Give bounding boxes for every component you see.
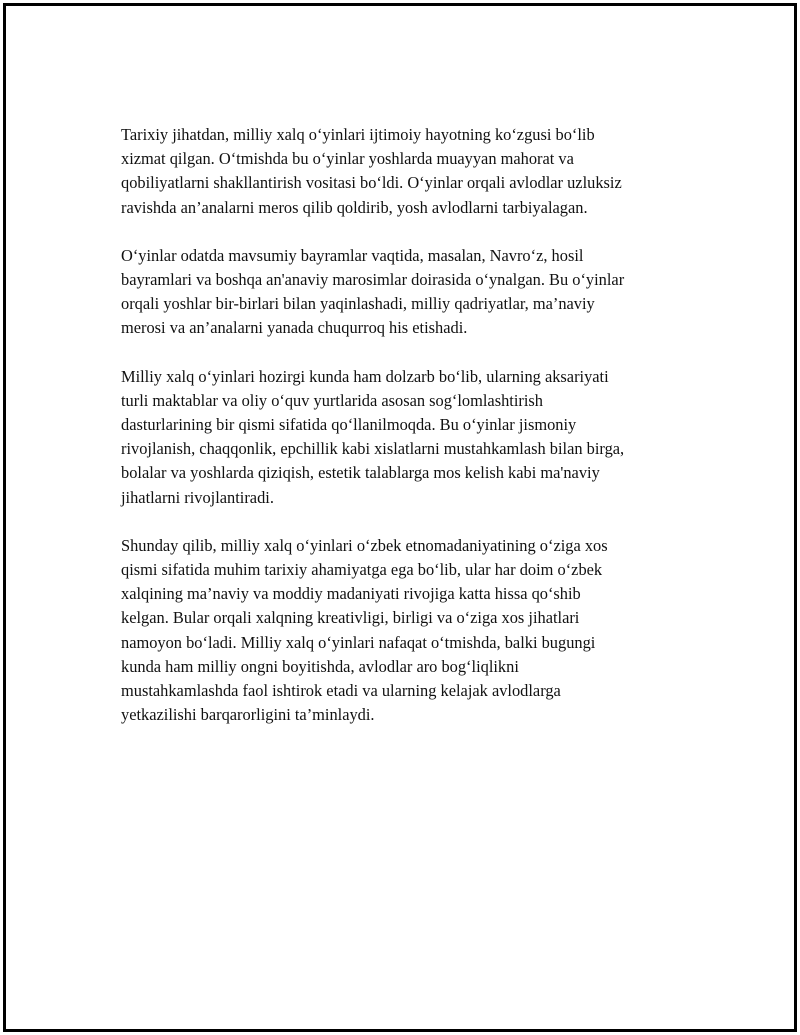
text-line: qobiliyatlarni shakllantirish vositasi bo‘ldi. O‘yinlar orqali avlodlar uzluksiz	[121, 173, 622, 193]
text-line: jihatlarni rivojlantiradi.	[121, 487, 274, 507]
paragraph-modern-relevance	[121, 365, 696, 510]
text-line: Shunday qilib, milliy xalq o‘yinlari o‘zbek etnomadaniyatining o‘ziga xos	[121, 535, 608, 555]
text-line: dasturlarining bir qismi sifatida qo‘llanilmoqda. Bu o‘yinlar jismoniy	[121, 415, 577, 435]
paragraph-history	[121, 123, 696, 220]
text-line: mustahkamlashda faol ishtirok etadi va ularning kelajak avlodlarga	[121, 681, 561, 701]
text-line: yetkazilishi barqarorligini ta’minlaydi.	[121, 705, 375, 725]
text-line: turli maktablar va oliy o‘quv yurtlarida asosan sog‘lomlashtirish	[121, 390, 543, 410]
text-line: O‘yinlar odatda mavsumiy bayramlar vaqtida, masalan, Navro‘z, hosil	[121, 245, 584, 265]
text-line: bolalar va yoshlarda qiziqish, estetik talablarga mos kelish kabi ma'naviy	[121, 463, 600, 483]
text-line: xalqining ma’naviy va moddiy madaniyati rivojiga katta hissa qo‘shib	[121, 584, 581, 604]
text-line: Milliy xalq o‘yinlari hozirgi kunda ham dolzarb bo‘lib, ularning aksariyati	[121, 366, 609, 386]
text-line: merosi va an’analarni yanada chuqurroq his etishadi.	[121, 318, 468, 338]
text-line: kelgan. Bular orqali xalqning kreativligi, birligi va o‘ziga xos jihatlari	[121, 608, 580, 628]
text-line: Tarixiy jihatdan, milliy xalq o‘yinlari ijtimoiy hayotning ko‘zgusi bo‘lib	[121, 125, 595, 144]
text-line: qismi sifatida muhim tarixiy ahamiyatga ega bo‘lib, ular har doim o‘zbek	[121, 560, 603, 580]
text-line: bayramlari va boshqa an'anaviy marosimlar doirasida o‘ynalgan. Bu o‘yinlar	[121, 270, 625, 290]
text-line: ravishda an’analarni meros qilib qoldirib, yosh avlodlarni tarbiyalagan.	[121, 197, 588, 217]
page-frame	[3, 3, 797, 1032]
text-line: namoyon bo‘ladi. Milliy xalq o‘yinlari nafaqat o‘tmishda, balki bugungi	[121, 632, 596, 652]
text-line: orqali yoshlar bir-birlari bilan yaqinlashadi, milliy qadriyatlar, ma’naviy	[121, 294, 595, 314]
text-line: xizmat qilgan. O‘tmishda bu o‘yinlar yoshlarda muayyan mahorat va	[121, 149, 574, 169]
document-body	[121, 123, 696, 751]
text-line: kunda ham milliy ongni boyitishda, avlodlar aro bog‘liqlikni	[121, 656, 519, 676]
text-line: rivojlanish, chaqqonlik, epchillik kabi xislatlarni mustahkamlash bilan birga,	[121, 439, 625, 459]
paragraph-conclusion	[121, 534, 696, 728]
paragraph-holidays	[121, 244, 696, 341]
